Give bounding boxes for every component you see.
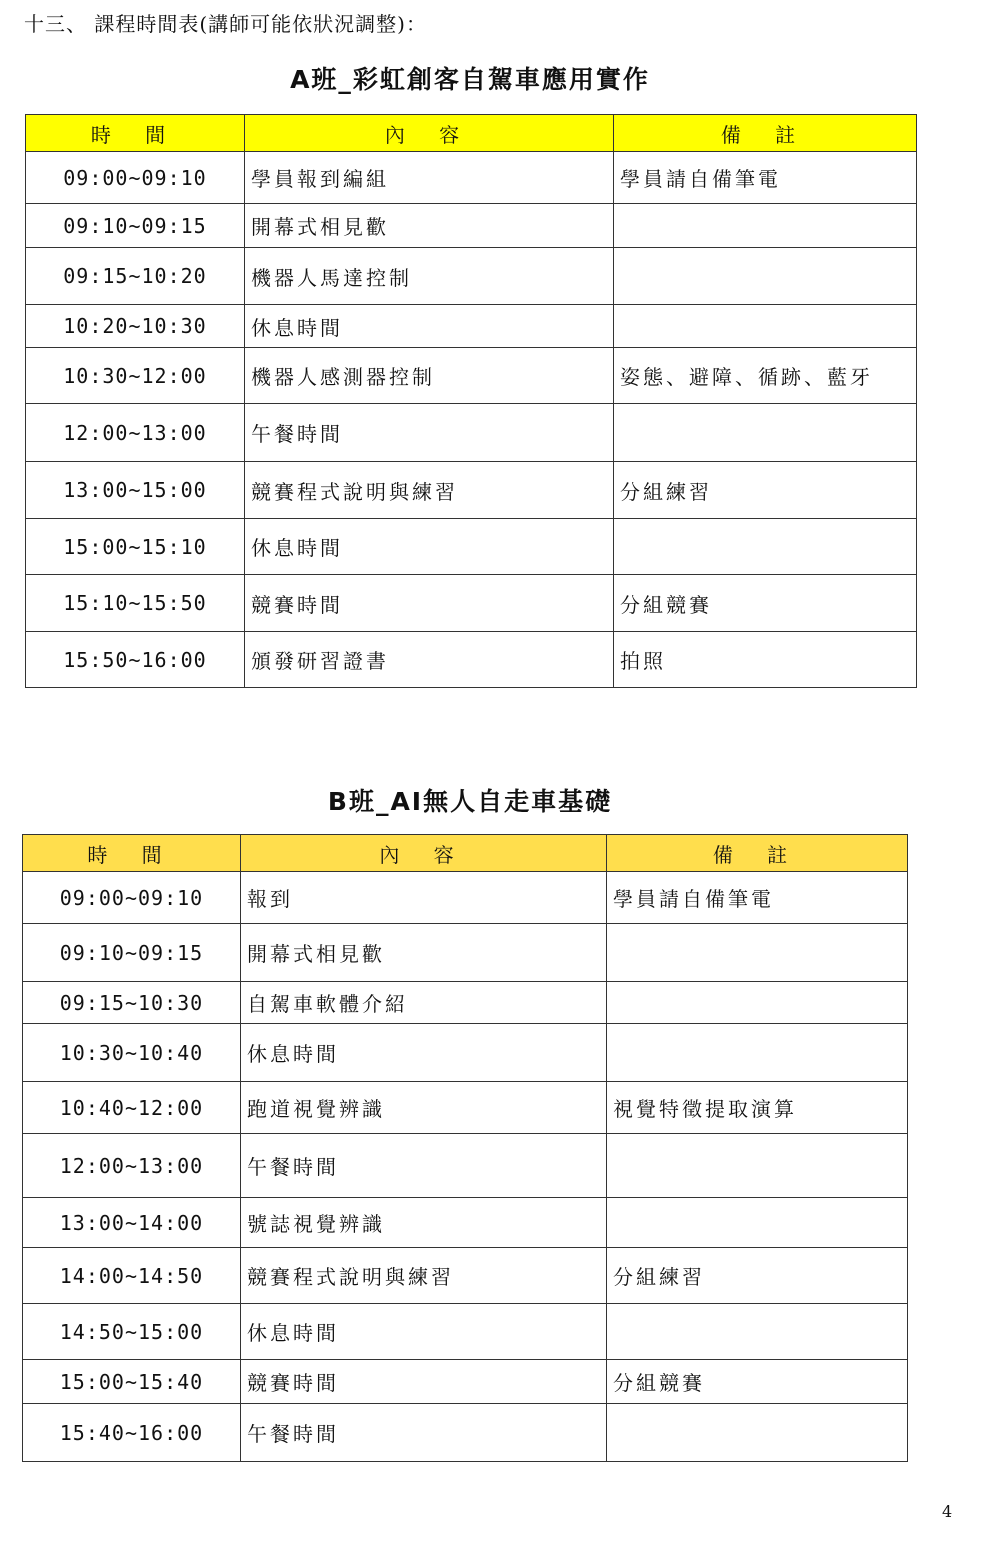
content-cell: 休息時間 xyxy=(241,1304,607,1360)
table-row xyxy=(23,872,908,924)
content-cell: 競賽時間 xyxy=(245,575,614,632)
note-cell xyxy=(607,982,908,1024)
note-cell xyxy=(607,1024,908,1082)
table-row xyxy=(26,632,917,688)
class-a-title: A班_彩虹創客自駕車應用實作 xyxy=(290,65,650,94)
header-note: 備 註 xyxy=(614,115,917,152)
time-cell: 13:00~15:00 xyxy=(26,462,245,519)
note-cell xyxy=(607,1198,908,1248)
note-cell: 分組競賽 xyxy=(607,1360,908,1404)
content-cell: 競賽程式說明與練習 xyxy=(245,462,614,519)
time-cell: 10:30~10:40 xyxy=(23,1024,241,1082)
time-cell: 09:00~09:10 xyxy=(23,872,241,924)
content-cell: 頒發研習證書 xyxy=(245,632,614,688)
schedule-table-a xyxy=(25,114,917,688)
header-content: 內 容 xyxy=(245,115,614,152)
content-cell: 午餐時間 xyxy=(245,404,614,462)
note-cell xyxy=(614,248,917,305)
time-cell: 15:00~15:40 xyxy=(23,1360,241,1404)
content-cell: 休息時間 xyxy=(241,1024,607,1082)
note-cell: 分組練習 xyxy=(614,462,917,519)
content-cell: 自駕車軟體介紹 xyxy=(241,982,607,1024)
table-row xyxy=(23,1024,908,1082)
note-cell xyxy=(614,204,917,248)
content-cell: 學員報到編組 xyxy=(245,152,614,204)
table-row xyxy=(26,404,917,462)
note-cell: 姿態、避障、循跡、藍牙 xyxy=(614,348,917,404)
table-row xyxy=(23,1082,908,1134)
content-cell: 競賽程式說明與練習 xyxy=(241,1248,607,1304)
table-row xyxy=(26,575,917,632)
time-cell: 15:10~15:50 xyxy=(26,575,245,632)
content-cell: 跑道視覺辨識 xyxy=(241,1082,607,1134)
time-cell: 15:50~16:00 xyxy=(26,632,245,688)
time-cell: 10:30~12:00 xyxy=(26,348,245,404)
header-time: 時 間 xyxy=(26,115,245,152)
note-cell xyxy=(607,924,908,982)
note-cell: 視覺特徵提取演算 xyxy=(607,1082,908,1134)
note-cell xyxy=(614,519,917,575)
content-cell: 開幕式相見歡 xyxy=(245,204,614,248)
class-b-title: B班_AI無人自走車基礎 xyxy=(327,787,613,816)
time-cell: 10:20~10:30 xyxy=(26,305,245,348)
note-cell: 分組競賽 xyxy=(614,575,917,632)
time-cell: 09:15~10:30 xyxy=(23,982,241,1024)
table-row xyxy=(23,1134,908,1198)
note-cell: 學員請自備筆電 xyxy=(607,872,908,924)
time-cell: 09:10~09:15 xyxy=(23,924,241,982)
table-row xyxy=(23,1248,908,1304)
table-row xyxy=(23,1304,908,1360)
time-cell: 15:40~16:00 xyxy=(23,1404,241,1462)
note-cell: 學員請自備筆電 xyxy=(614,152,917,204)
content-cell: 機器人感測器控制 xyxy=(245,348,614,404)
table-row xyxy=(26,305,917,348)
time-cell: 09:15~10:20 xyxy=(26,248,245,305)
table-row xyxy=(23,1360,908,1404)
time-cell: 13:00~14:00 xyxy=(23,1198,241,1248)
table-row xyxy=(23,1404,908,1462)
section-heading: 十三、 課程時間表(講師可能依狀況調整)： xyxy=(24,12,427,36)
table-row xyxy=(26,204,917,248)
content-cell: 午餐時間 xyxy=(241,1404,607,1462)
content-cell: 競賽時間 xyxy=(241,1360,607,1404)
note-cell: 拍照 xyxy=(614,632,917,688)
content-cell: 休息時間 xyxy=(245,305,614,348)
table-row xyxy=(26,519,917,575)
table-row xyxy=(23,924,908,982)
time-cell: 12:00~13:00 xyxy=(23,1134,241,1198)
time-cell: 14:50~15:00 xyxy=(23,1304,241,1360)
table-header-row xyxy=(23,835,908,872)
table-row xyxy=(26,348,917,404)
table-header-row xyxy=(26,115,917,152)
time-cell: 12:00~13:00 xyxy=(26,404,245,462)
content-cell: 開幕式相見歡 xyxy=(241,924,607,982)
note-cell xyxy=(607,1134,908,1198)
note-cell xyxy=(607,1404,908,1462)
content-cell: 機器人馬達控制 xyxy=(245,248,614,305)
content-cell: 休息時間 xyxy=(245,519,614,575)
time-cell: 09:10~09:15 xyxy=(26,204,245,248)
time-cell: 14:00~14:50 xyxy=(23,1248,241,1304)
content-cell: 午餐時間 xyxy=(241,1134,607,1198)
table-row xyxy=(26,152,917,204)
note-cell xyxy=(614,404,917,462)
schedule-table-b xyxy=(22,834,908,1462)
header-note: 備 註 xyxy=(607,835,908,872)
header-time: 時 間 xyxy=(23,835,241,872)
note-cell xyxy=(614,305,917,348)
content-cell: 報到 xyxy=(241,872,607,924)
time-cell: 09:00~09:10 xyxy=(26,152,245,204)
page-number: 4 xyxy=(942,1502,953,1521)
time-cell: 10:40~12:00 xyxy=(23,1082,241,1134)
note-cell: 分組練習 xyxy=(607,1248,908,1304)
table-row xyxy=(23,982,908,1024)
table-row xyxy=(26,248,917,305)
table-row xyxy=(26,462,917,519)
table-row xyxy=(23,1198,908,1248)
time-cell: 15:00~15:10 xyxy=(26,519,245,575)
note-cell xyxy=(607,1304,908,1360)
content-cell: 號誌視覺辨識 xyxy=(241,1198,607,1248)
header-content: 內 容 xyxy=(241,835,607,872)
